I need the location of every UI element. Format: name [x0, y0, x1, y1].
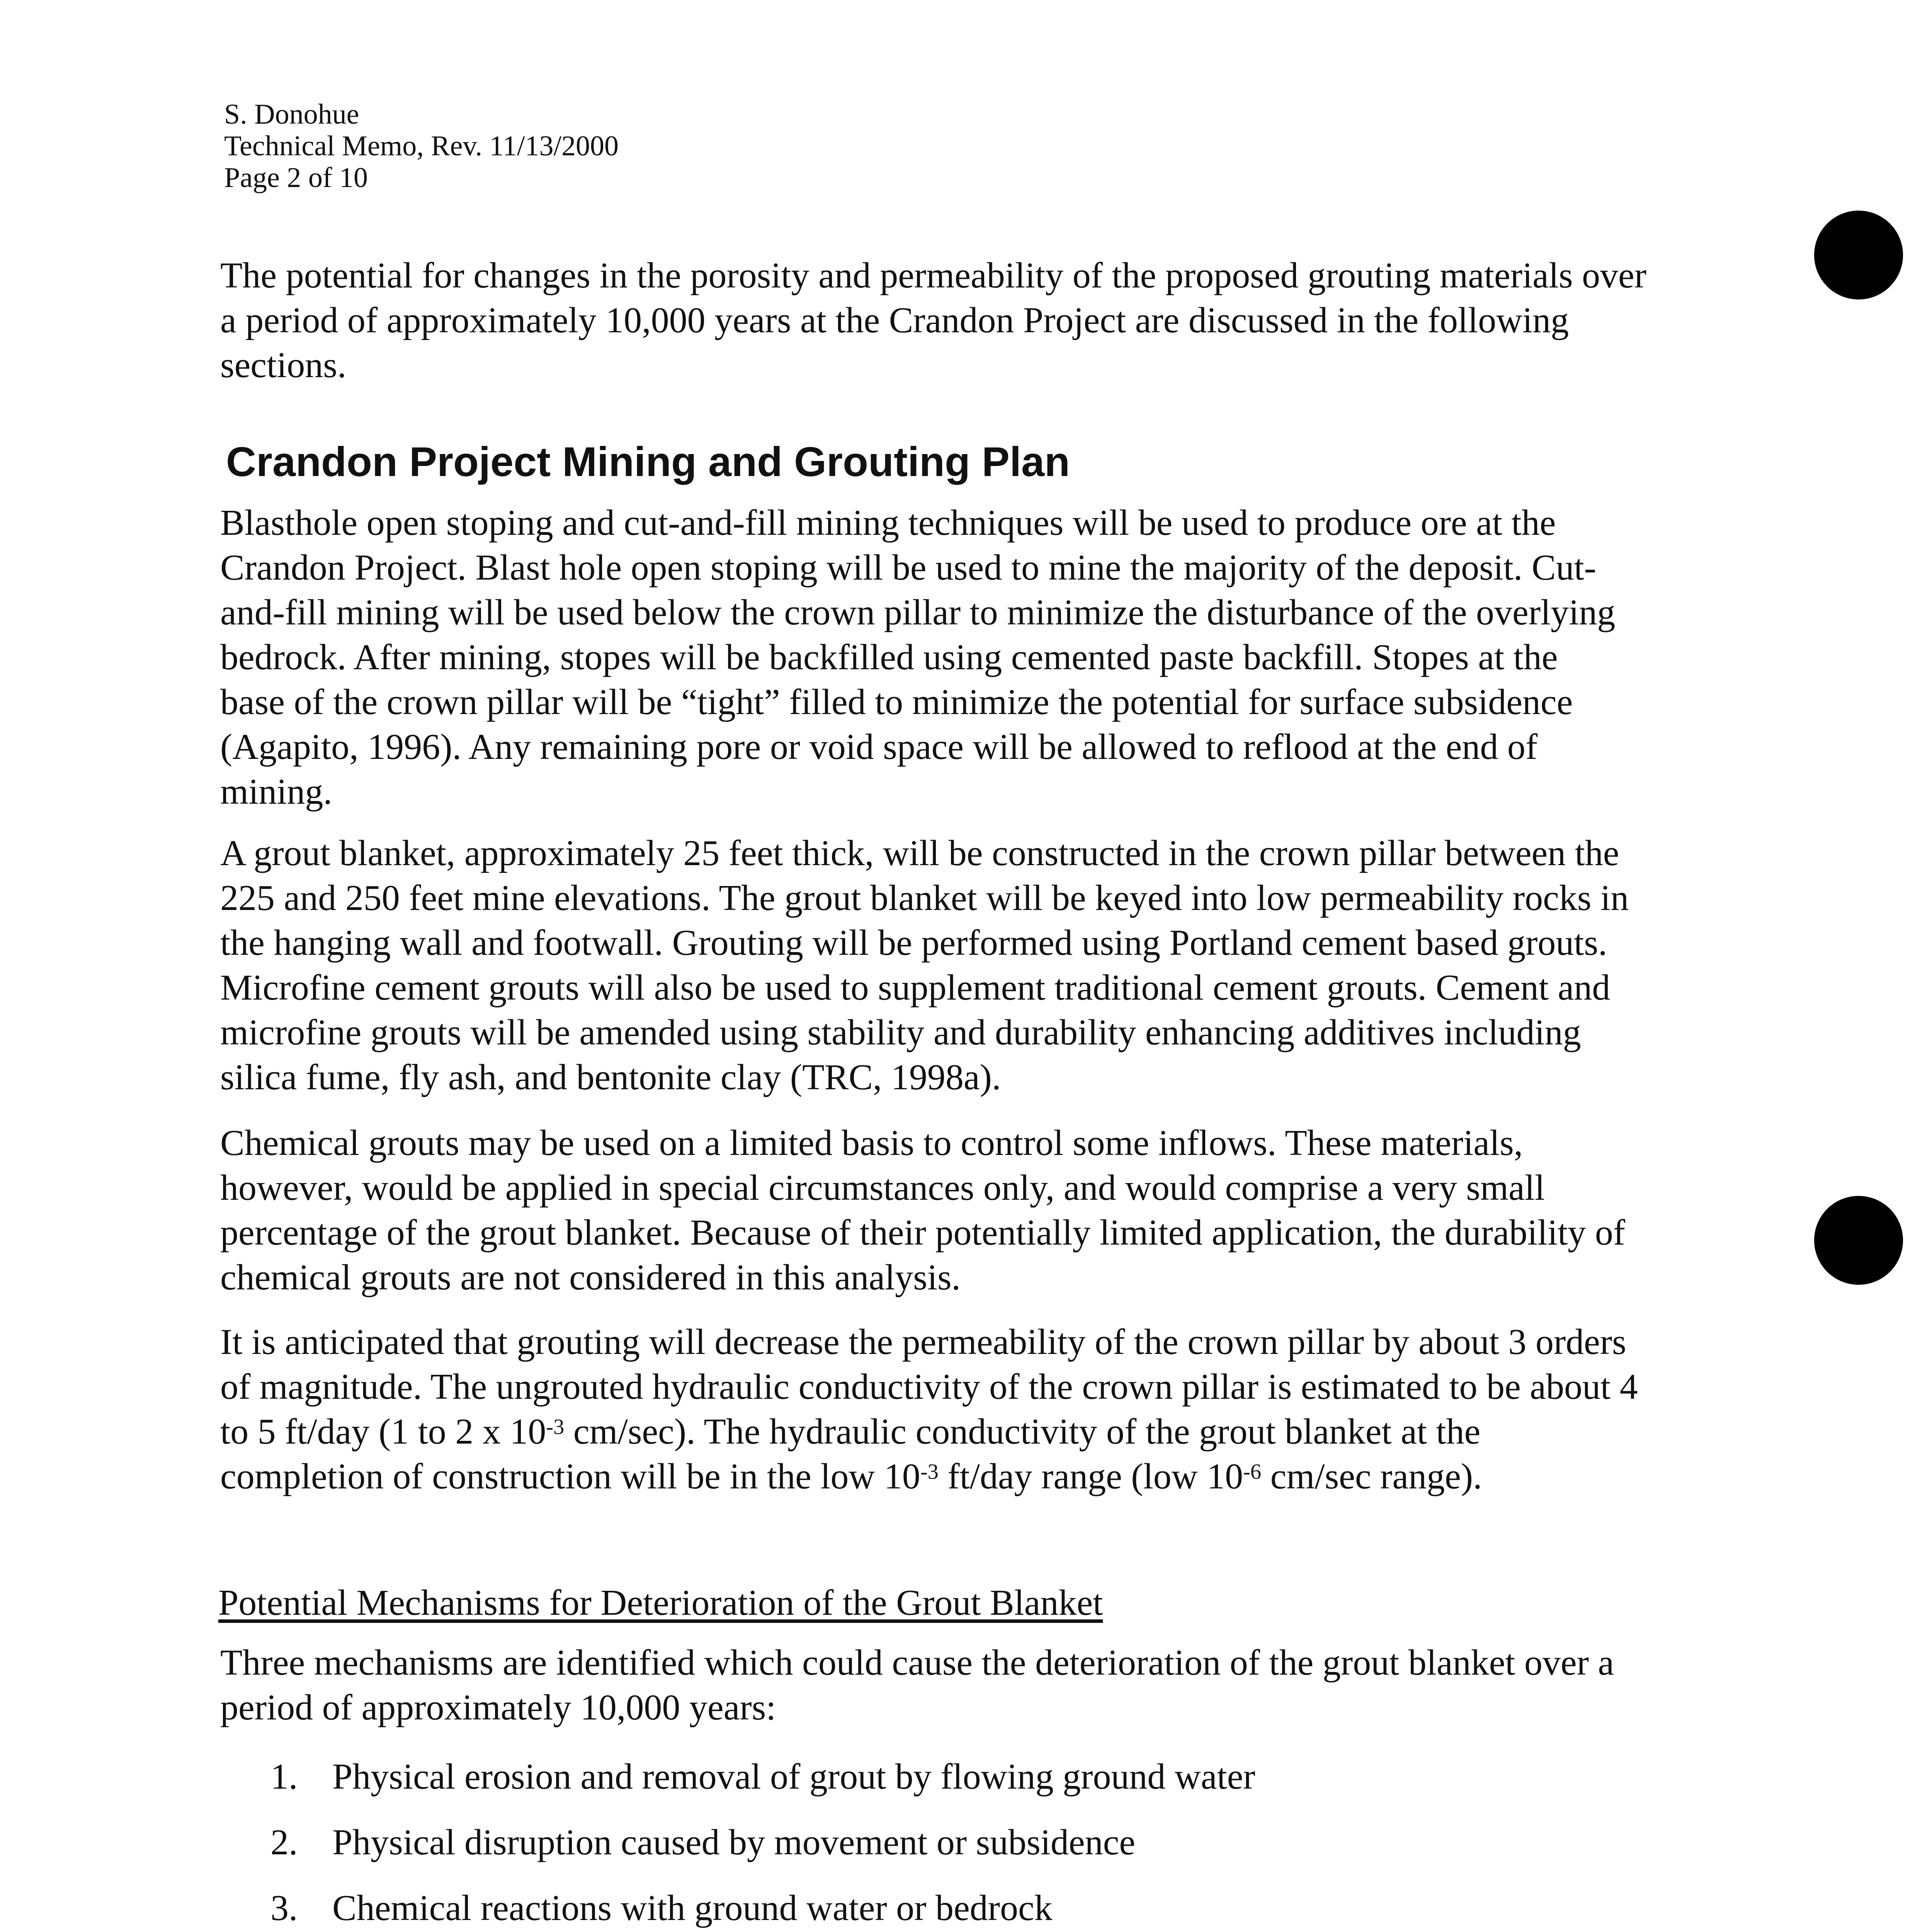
header-author: S. Donohue — [224, 99, 359, 130]
text-line: of magnitude. The ungrouted hydraulic conductivity of the crown pillar is estimated to be about 4 — [220, 1367, 1638, 1407]
intro-paragraph — [220, 253, 1762, 388]
text-line: Three mechanisms are identified which could cause the deterioration of the grout blanket over a — [220, 1643, 1614, 1683]
punch-hole — [1814, 1196, 1903, 1285]
punch-hole — [1814, 211, 1903, 299]
text-fragment: cm/sec range). — [1261, 1456, 1482, 1497]
superscript: -6 — [1243, 1459, 1262, 1484]
text-line: sections. — [220, 345, 347, 385]
list-item — [270, 1754, 1255, 1820]
text-line: The potential for changes in the porosity and permeability of the proposed grouting materials over — [220, 255, 1647, 296]
text-fragment: to 5 ft/day (1 to 2 x 10 — [220, 1412, 546, 1452]
section-heading: Crandon Project Mining and Grouting Plan — [226, 438, 1070, 485]
superscript: -3 — [546, 1415, 565, 1439]
mining-plan-paragraph-2 — [220, 831, 1762, 1100]
list-text: Physical erosion and removal of grout by flowing ground water — [332, 1757, 1255, 1797]
header-page: Page 2 of 10 — [224, 162, 368, 194]
text-line: bedrock. After mining, stopes will be backfilled using cemented paste backfill. Stopes at the — [220, 637, 1558, 677]
text-line: A grout blanket, approximately 25 feet thick, will be constructed in the crown pillar between the — [220, 833, 1619, 873]
text-line: (Agapito, 1996). Any remaining pore or void space will be allowed to reflood at the end of — [220, 727, 1538, 767]
list-number: 3. — [270, 1888, 298, 1928]
text-line: a period of approximately 10,000 years at the Crandon Project are discussed in the following — [220, 300, 1569, 340]
text-fragment: cm/sec). The hydraulic conductivity of the grout blanket at the — [564, 1412, 1481, 1452]
text-line: percentage of the grout blanket. Because of their potentially limited application, the durability of — [220, 1213, 1626, 1253]
list-item — [270, 1820, 1255, 1886]
list-item — [270, 1886, 1255, 1932]
subsection-heading: Potential Mechanisms for Deterioration of the Grout Blanket — [218, 1583, 1103, 1623]
superscript: -3 — [920, 1459, 939, 1484]
list-text: Chemical reactions with ground water or bedrock — [332, 1888, 1053, 1928]
text-line: Blasthole open stoping and cut-and-fill mining techniques will be used to produce ore at the — [220, 503, 1556, 543]
text-line: Chemical grouts may be used on a limited basis to control some inflows. These materials, — [220, 1123, 1523, 1163]
text-line: 225 and 250 feet mine elevations. The grout blanket will be keyed into low permeability rocks in — [220, 878, 1629, 918]
list-number: 2. — [270, 1822, 298, 1862]
text-fragment: completion of construction will be in the low 10 — [220, 1456, 920, 1497]
text-line: chemical grouts are not considered in this analysis. — [220, 1257, 961, 1298]
text-line: and-fill mining will be used below the crown pillar to minimize the disturbance of the overlying — [220, 592, 1616, 633]
mining-plan-paragraph-3 — [220, 1121, 1762, 1300]
mining-plan-paragraph-1 — [220, 500, 1762, 814]
text-line: the hanging wall and footwall. Grouting will be performed using Portland cement based grouts. — [220, 923, 1607, 963]
mining-plan-paragraph-4 — [220, 1320, 1762, 1499]
text-line: It is anticipated that grouting will decrease the permeability of the crown pillar by about 3 orders — [220, 1322, 1626, 1362]
text-line: Crandon Project. Blast hole open stoping will be used to mine the majority of the deposit. Cut- — [220, 548, 1597, 588]
text-line: however, would be applied in special circumstances only, and would comprise a very small — [220, 1168, 1545, 1208]
text-line: mining. — [220, 772, 332, 812]
text-line: silica fume, fly ash, and bentonite clay (TRC, 1998a). — [220, 1057, 1001, 1097]
list-number: 1. — [270, 1757, 298, 1797]
mechanism-list — [270, 1754, 1255, 1932]
text-line: base of the crown pillar will be “tight” filled to minimize the potential for surface subsidence — [220, 682, 1573, 722]
list-text: Physical disruption caused by movement or subsidence — [332, 1822, 1136, 1862]
text-line: Microfine cement grouts will also be used to supplement traditional cement grouts. Cement and — [220, 968, 1611, 1008]
text-line — [220, 1409, 1762, 1454]
text-line — [220, 1454, 1762, 1499]
memo-header — [224, 99, 619, 194]
mechanisms-intro — [220, 1640, 1762, 1730]
text-line: microfine grouts will be amended using stability and durability enhancing additives including — [220, 1012, 1581, 1053]
text-line: period of approximately 10,000 years: — [220, 1687, 776, 1728]
text-fragment: ft/day range (low 10 — [938, 1456, 1243, 1497]
header-memo: Technical Memo, Rev. 11/13/2000 — [224, 130, 619, 162]
